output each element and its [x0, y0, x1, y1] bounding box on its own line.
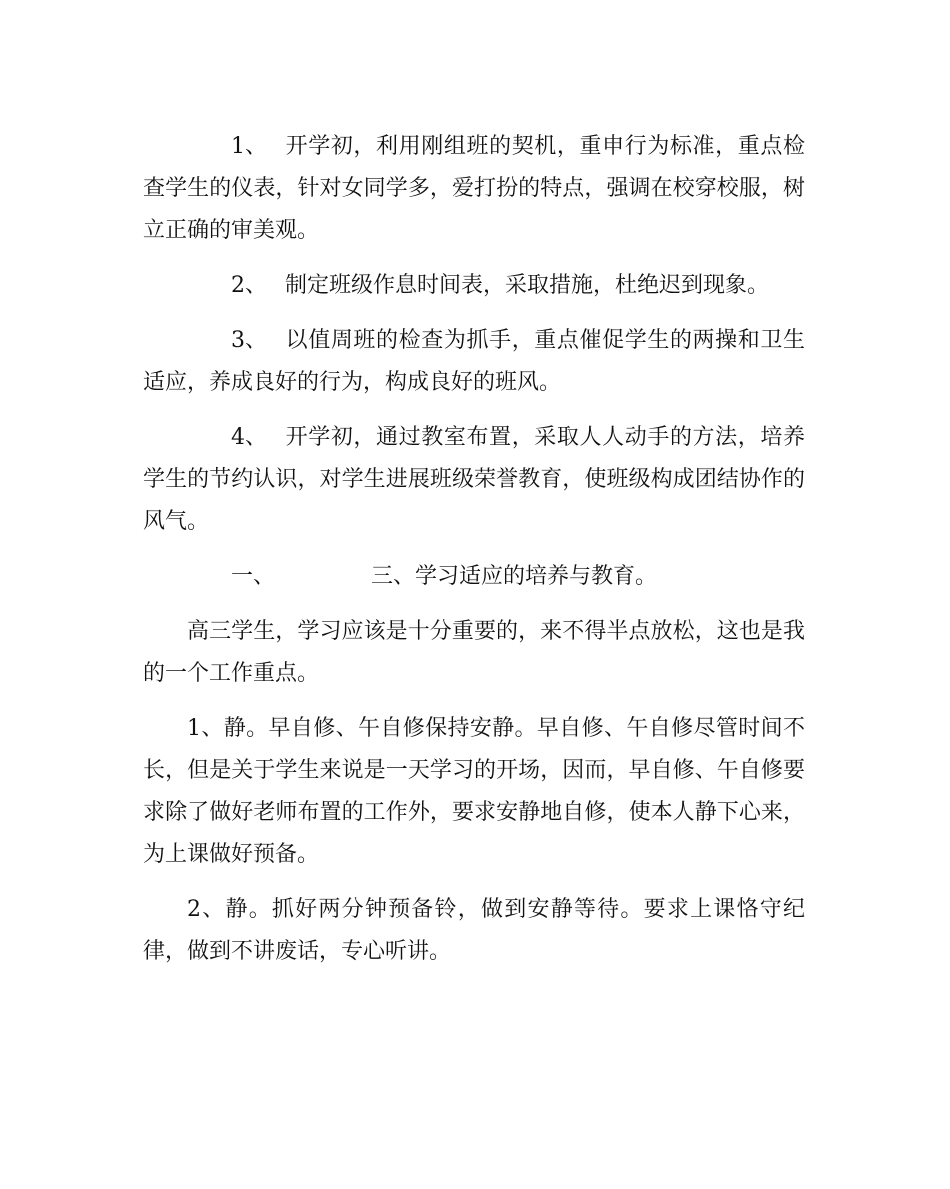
list-item — [143, 126, 805, 252]
list-item — [143, 417, 805, 543]
list-item-text: 制定班级作息时间表，采取措施，杜绝迟到现象。 — [285, 273, 770, 298]
list-item-text: 开学初，利用刚组班的契机，重申行为标准，重点检查学生的仪表，针对女同学多，爱打扮的特点，强调在校穿校服，树立正确的审美观。 — [143, 134, 805, 243]
paragraph: 1、静。早自修、午自修保持安静。早自修、午自修尽管时间不长，但是关于学生来说是一天学习的开场，因而，早自修、午自修要求除了做好老师布置的工作外，要求安静地自修，使本人静下心来，为上课做好预备。 — [143, 716, 805, 867]
list-item-text: 以值周班的检查为抓手，重点催促学生的两操和卫生适应，养成良好的行为，构成良好的班风。 — [143, 328, 805, 395]
section-heading — [143, 556, 805, 598]
section-number: 一、 — [231, 564, 276, 589]
document-body — [143, 126, 805, 986]
list-item-number: 2、 — [231, 273, 267, 298]
list-item — [143, 320, 805, 404]
section-title: 三、学习适应的培养与教育。 — [371, 564, 658, 589]
list-item — [143, 265, 805, 307]
paragraph: 2、静。抓好两分钟预备铃，做到安静等待。要求上课恪守纪律，做到不讲废话，专心听讲。 — [143, 897, 805, 964]
list-item-number: 4、 — [231, 425, 267, 450]
list-item-number: 3、 — [231, 328, 267, 353]
list-item-number: 1、 — [231, 134, 267, 159]
paragraph: 高三学生，学习应该是十分重要的，来不得半点放松，这也是我的一个工作重点。 — [143, 619, 805, 686]
list-item-text: 开学初，通过教室布置，采取人人动手的方法，培养学生的节约认识，对学生进展班级荣誉教育，使班级构成团结协作的风气。 — [143, 425, 805, 534]
